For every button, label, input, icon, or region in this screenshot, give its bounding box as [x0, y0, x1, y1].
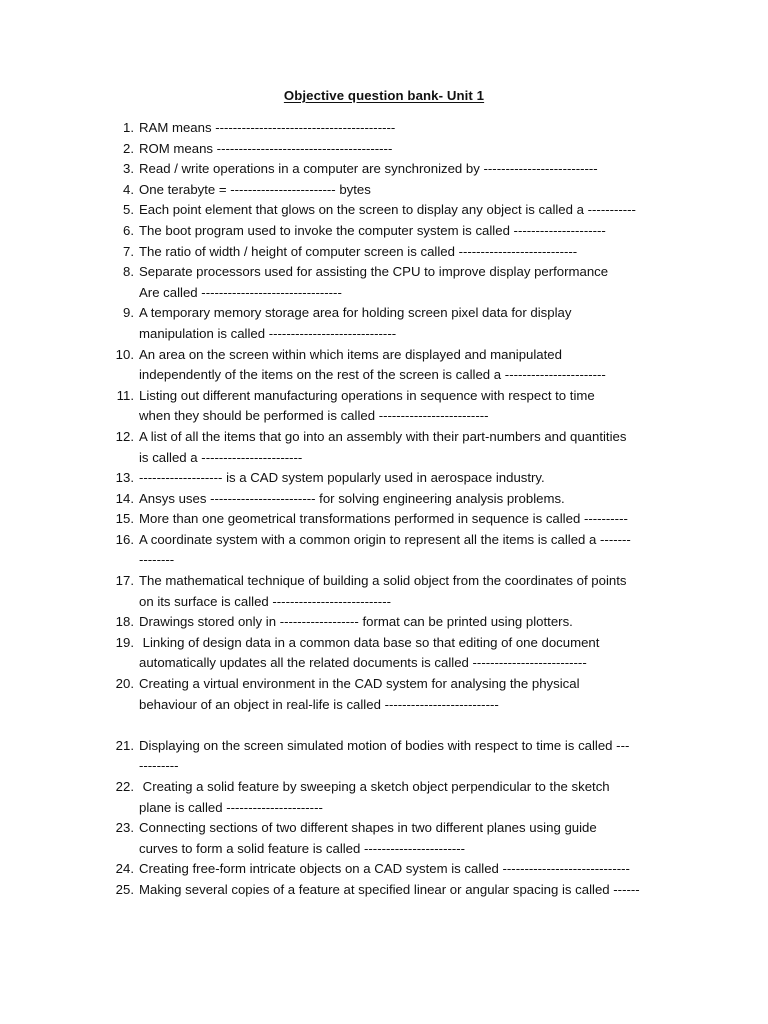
question-text-line: Are called --------------------------------	[139, 284, 342, 300]
question-text-line: is called a -----------------------	[139, 449, 303, 465]
question-item	[112, 386, 682, 427]
question-list	[112, 118, 682, 901]
question-item	[112, 468, 682, 489]
question-item	[112, 200, 682, 221]
question-number: 16.	[115, 531, 134, 547]
question-item	[112, 509, 682, 530]
question-number: 23.	[115, 820, 134, 836]
question-item	[112, 180, 682, 201]
question-number: 21.	[115, 737, 134, 753]
question-text-line: Making several copies of a feature at specified linear or angular spacing is called ------	[139, 881, 640, 897]
question-number: 14.	[115, 490, 134, 506]
question-number: 2.	[123, 140, 134, 156]
question-item	[112, 530, 682, 571]
question-item	[112, 262, 682, 303]
question-text-line: --------	[139, 552, 175, 568]
question-text-line: manipulation is called -----------------------------	[139, 325, 397, 341]
question-text-line: RAM means -----------------------------------------	[139, 120, 396, 135]
question-number: 11.	[116, 387, 134, 403]
document-title: Objective question bank- Unit 1	[283, 88, 485, 103]
question-text-line: Displaying on the screen simulated motion of bodies with respect to time is called ---	[139, 737, 630, 753]
question-number: 18.	[115, 614, 134, 630]
question-number: 4.	[123, 181, 134, 197]
question-text-line: when they should be performed is called -------------------------	[139, 408, 489, 424]
question-text-line: The mathematical technique of building a solid object from the coordinates of points	[139, 573, 627, 589]
question-number: 3.	[123, 161, 134, 177]
question-text-line: ------------------- is a CAD system popularly used in aerospace industry.	[139, 470, 545, 486]
question-text-line: Ansys uses ------------------------ for solving engineering analysis problems.	[139, 490, 565, 506]
question-number: 5.	[123, 202, 134, 218]
question-number: 8.	[123, 264, 134, 280]
question-text-line: An area on the screen within which items are displayed and manipulated	[139, 346, 562, 362]
question-item	[112, 303, 682, 344]
question-text-line: A list of all the items that go into an assembly with their part-numbers and quantities	[139, 428, 627, 444]
question-number: 17.	[115, 573, 134, 589]
question-text-line: A coordinate system with a common origin to represent all the items is called a -------	[139, 531, 631, 547]
question-text-line: ROM means ----------------------------------------	[139, 140, 393, 156]
question-item	[112, 489, 682, 510]
question-text-line: Each point element that glows on the screen to display any object is called a -----------	[139, 202, 636, 218]
question-item	[112, 674, 682, 715]
question-number: 19.	[115, 634, 134, 650]
question-item	[112, 818, 682, 859]
question-item	[112, 118, 682, 139]
question-text-line: Creating free-form intricate objects on a CAD system is called -----------------------------	[139, 861, 630, 877]
question-item	[112, 427, 682, 468]
question-number: 13.	[115, 470, 134, 486]
question-item	[112, 736, 682, 777]
question-text-line: ---------	[139, 758, 179, 774]
question-item	[112, 139, 682, 160]
question-item	[112, 242, 682, 263]
question-text-line: More than one geometrical transformations performed in sequence is called ----------	[139, 511, 628, 527]
question-text-line: Listing out different manufacturing operations in sequence with respect to time	[139, 387, 595, 403]
question-text-line: curves to form a solid feature is called -----------------------	[139, 840, 466, 856]
question-item	[112, 777, 682, 818]
question-text-line: independently of the items on the rest of the screen is called a -----------------------	[139, 367, 606, 383]
question-item	[112, 633, 682, 674]
question-number: 9.	[123, 305, 134, 321]
question-number: 25.	[115, 881, 134, 897]
question-number: 1.	[123, 120, 134, 135]
question-text-line: Read / write operations in a computer are synchronized by --------------------------	[139, 161, 598, 177]
question-item	[112, 880, 682, 901]
question-text-line: Separate processors used for assisting the CPU to improve display performance	[139, 264, 609, 280]
question-number: 15.	[115, 511, 134, 527]
question-text-line: Connecting sections of two different shapes in two different planes using guide	[139, 820, 597, 836]
question-number: 10.	[115, 346, 134, 362]
question-item	[112, 221, 682, 242]
question-number: 12.	[115, 428, 134, 444]
question-item	[112, 859, 682, 880]
question-text-line: The boot program used to invoke the computer system is called ---------------------	[139, 222, 606, 238]
question-text-line: Creating a virtual environment in the CAD system for analysing the physical	[139, 676, 580, 692]
question-number: 20.	[115, 676, 134, 692]
question-number: 22.	[115, 779, 134, 794]
blank-line	[112, 715, 682, 736]
question-text-line: Linking of design data in a common data base so that editing of one document	[139, 634, 600, 650]
question-text-line: automatically updates all the related documents is called --------------------------	[139, 655, 587, 671]
question-text-line: plane is called ----------------------	[139, 799, 323, 815]
question-item	[112, 345, 682, 386]
question-item	[112, 571, 682, 612]
question-item	[112, 612, 682, 633]
question-text-line: Creating a solid feature by sweeping a sketch object perpendicular to the sketch	[139, 779, 610, 794]
question-text-line: behaviour of an object in real-life is called --------------------------	[139, 696, 499, 712]
question-number: 24.	[115, 861, 134, 877]
question-number: 6.	[123, 222, 134, 238]
question-number: 7.	[123, 243, 134, 259]
question-text-line: on its surface is called ---------------------------	[139, 593, 391, 609]
question-text-line: The ratio of width / height of computer screen is called ---------------------------	[139, 243, 578, 259]
question-text-line: A temporary memory storage area for holding screen pixel data for display	[139, 305, 572, 321]
question-text-line: One terabyte = ------------------------ bytes	[139, 181, 371, 197]
question-text-line: Drawings stored only in ------------------ format can be printed using plotters.	[139, 614, 573, 630]
question-item	[112, 159, 682, 180]
